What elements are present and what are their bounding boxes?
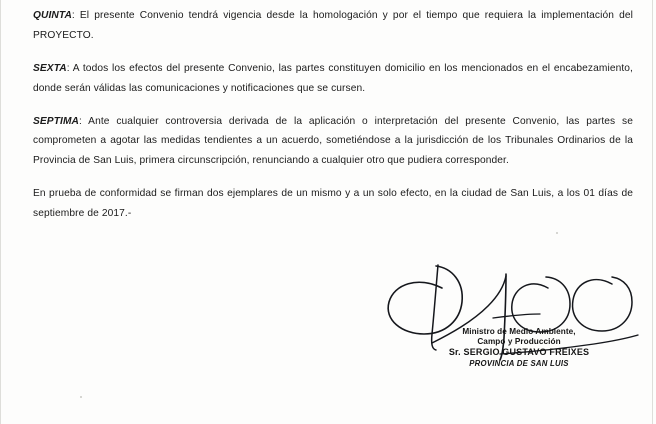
scan-edge-mark [0, 0, 1, 424]
clause-septima [33, 112, 633, 172]
signature-stamp [424, 327, 614, 368]
clause-septima-text: : Ante cualquier controversia derivada de la aplicación o interpretación del presente Convenio, las partes se comprometen a agotar las medidas tendientes a un acuerdo, sometiéndose a la jurisdicción de los Tribunales Ordinarios de la Provincia de San Luis, primera circunscripción, renunciando a cualquier otro que pudiera corresponder. [33, 115, 633, 167]
clause-quinta-text: : El presente Convenio tendrá vigencia desde la homologación y por el tiempo que requiera la implementación del PROYECTO. [33, 10, 633, 41]
stamp-line-2: Campo y Producción [477, 336, 561, 346]
signature-area [380, 248, 650, 388]
scan-speck [556, 232, 558, 234]
stamp-line-1: Ministro de Medio Ambiente, [462, 327, 576, 336]
clause-sexta-lead: SEXTA [33, 62, 67, 74]
scan-speck [80, 396, 82, 398]
stamp-line-3: Sr. SERGIO GUSTAVO FREIXES [448, 347, 590, 358]
clause-quinta-lead: QUINTA [33, 10, 72, 21]
stamp-line-4: PROVINCIA DE SAN LUIS [469, 358, 569, 368]
document-body [33, 6, 633, 224]
clause-sexta [33, 59, 633, 99]
scan-edge-mark [652, 0, 653, 424]
clause-sexta-text: : A todos los efectos del presente Convenio, las partes constituyen domicilio en los mencionados en el encabezamiento, donde serán válidas las comunicaciones y notificaciones que se cursen. [33, 62, 633, 94]
clause-quinta [33, 6, 633, 46]
clause-septima-lead: SEPTIMA [33, 115, 79, 127]
closing-paragraph: En prueba de conformidad se firman dos ejemplares de un mismo y a un solo efecto, en la ciudad de San Luis, a los 01 días de septiembre de 2017.- [33, 188, 633, 220]
